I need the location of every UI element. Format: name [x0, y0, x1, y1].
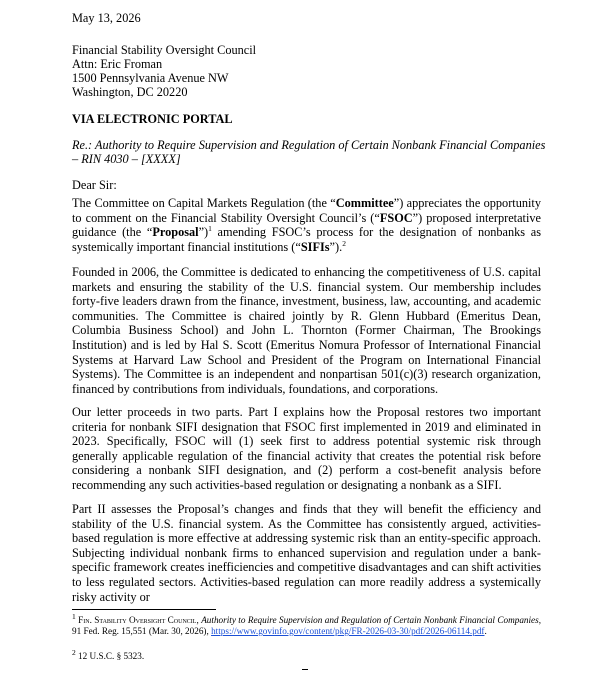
footnote-1: $^1$ Fin. Stability Oversight Council, Authority to Require Supervision and Regulation of Certain Nonbank Financial Companies, 91 Fed. Reg. 15,551 (Mar. 30, 2026), https://www.govinfo.gov/content/pkg/FR-2026-03-30/pdf/2026-06114.pdf.: [72, 611, 542, 636]
footnote-ref-1[interactable]: 1: [208, 224, 212, 234]
footnote-1-link[interactable]: https://www.govinfo.gov/content/pkg/FR-2026-03-30/pdf/2026-06114.pdf: [211, 626, 485, 636]
salutation: Dear Sir:: [72, 178, 117, 192]
paragraph-letter-outline: Our letter proceeds in two parts. Part I explains how the Proposal restores two important criteria for nonbank SIFI designation that FSOC first implemented in 2019 and eliminated in 2023. Specifically, FSOC will (1) seek first to address potential systemic risk through generally applicable regulation of the financial activity that creates the potential risk before considering a nonbank SIFI designation, and (2) perform a cost-benefit analysis before recommending any such activities-based regulation or designating a nonbank as a SIFI.: [72, 405, 541, 492]
page-marker: [302, 669, 308, 670]
re-line-2: – RIN 4030 – [XXXX]: [72, 152, 181, 166]
footnote-ref-2[interactable]: 2: [342, 238, 346, 248]
recipient-street: 1500 Pennsylvania Avenue NW: [72, 71, 229, 85]
paragraph-intro: The Committee on Capital Markets Regulation (the “Committee”) appreciates the opportunity to comment on the Financial Stability Oversight Council’s (“FSOC”) proposed interpretative guidance (the “Proposal”)$^1$ amending FSOC’s process for the designation of nonbanks as systemically important financial institutions (“SIFIs”).$^2$: [72, 196, 541, 254]
paragraph-about-committee: Founded in 2006, the Committee is dedicated to enhancing the competitiveness of U.S. capital markets and ensuring the stability of the U.S. financial system. Our membership includes forty-five leaders drawn from the finance, investment, business, law, accounting, and academic communities. The Committee is chaired jointly by R. Glenn Hubbard (Emeritus Dean, Columbia Business School) and John L. Thornton (Former Chairman, The Brookings Institution) and is led by Hal S. Scott (Emeritus Nomura Professor of International Financial Systems at Harvard Law School and President of the Program on International Financial Systems). The Committee is an independent and nonpartisan 501(c)(3) research organization, financed by contributions from individuals, foundations, and corporations.: [72, 265, 541, 396]
paragraph-part-two: Part II assesses the Proposal’s changes and finds that they will benefit the efficiency and stability of the U.S. financial system. As the Committee has consistently argued, activities-based regulation is more effective at addressing systemic risk than an entity-specific approach. Subjecting individual nonbank firms to enhanced supervision and regulation under a bank-specific framework creates inefficiencies and competitive disadvantages and can shift activities to less regulated sectors. Activities-based regulation can more readily address a systemically risky activity or: [72, 502, 541, 604]
recipient-org: Financial Stability Oversight Council: [72, 43, 257, 57]
letter-date: May 13, 2026: [72, 11, 141, 25]
via-heading: VIA ELECTRONIC PORTAL: [72, 112, 233, 126]
recipient-city: Washington, DC 20220: [72, 85, 188, 99]
footnote-2: $^2$ 12 U.S.C. § 5323.: [72, 647, 145, 661]
footnote-divider: [72, 609, 216, 610]
recipient-attn: Attn: Eric Froman: [72, 57, 163, 71]
re-line-1: Re.: Authority to Require Supervision and Regulation of Certain Nonbank Financial Companies: [72, 138, 546, 152]
